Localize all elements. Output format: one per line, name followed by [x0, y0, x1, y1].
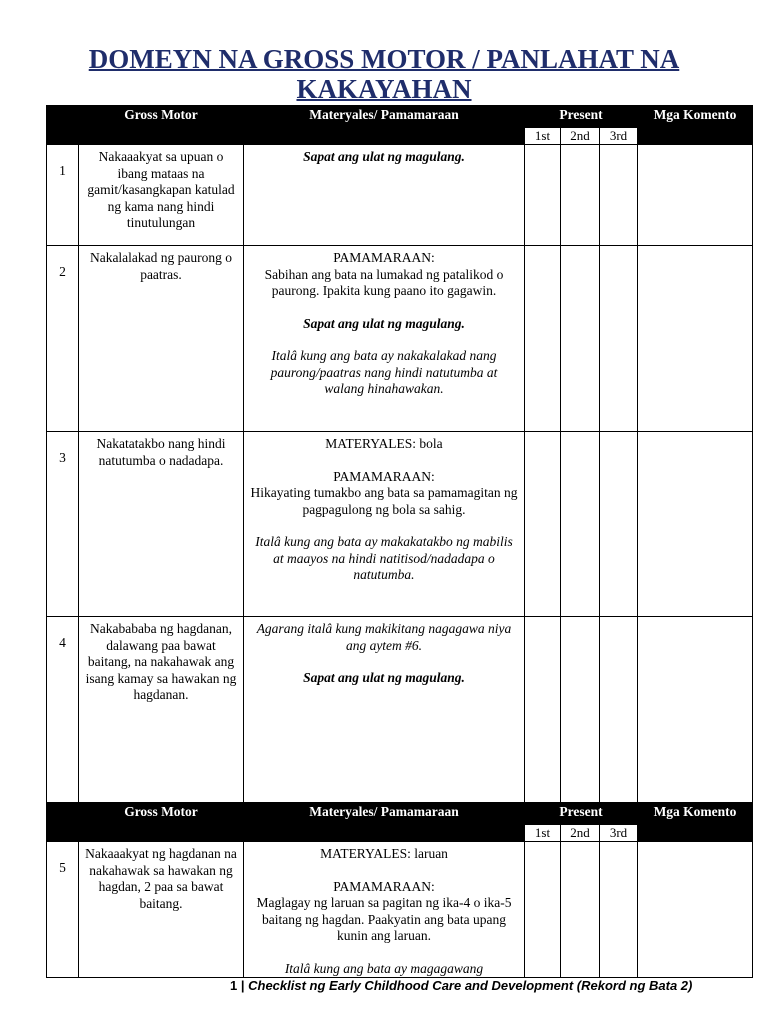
materials-method: [244, 842, 525, 978]
present-1st-cell[interactable]: [525, 842, 561, 978]
present-3rd-cell[interactable]: [600, 842, 638, 978]
table-subheader-row: [47, 825, 753, 842]
materials-method: [244, 246, 525, 432]
table-header-row: [47, 803, 753, 825]
method-paragraph: Hikayating tumakbo ang bata sa pamamagitan ng pagpagulong ng bola sa sahig.: [250, 485, 518, 517]
skill-description: Nakatatakbo nang hindi natutumba o nadadapa.: [79, 432, 244, 617]
method-paragraph: PAMAMARAAN:: [333, 250, 435, 265]
method-paragraph: Sabihan ang bata na lumakad ng patalikod o paurong. Ipakita kung paano ito gagawin.: [264, 266, 504, 298]
header-materials-method: Materyales/ Pamamaraan: [244, 803, 525, 825]
comments-cell[interactable]: [638, 842, 753, 978]
method-paragraph: MATERYALES: bola: [325, 436, 443, 451]
header-present: Present: [525, 803, 638, 825]
header-number-cell: [47, 106, 79, 128]
present-2nd-cell[interactable]: [561, 432, 600, 617]
materials-method: [244, 145, 525, 246]
page-title: [0, 44, 768, 104]
page-title-line2: KAKAYAHAN: [296, 74, 472, 104]
header-materials-method: Materyales/ Pamamaraan: [244, 106, 525, 128]
subheader-2nd: 2nd: [561, 128, 600, 145]
row-number: 2: [47, 246, 79, 432]
skill-description: Nakabababa ng hagdanan, dalawang paa bawat baitang, na nakahawak ang isang kamay sa hawakan ng hagdanan.: [79, 617, 244, 803]
skill-description: Nakaaakyat sa upuan o ibang mataas na gamit/kasangkapan katulad ng kama nang hindi tinutulungan: [79, 145, 244, 246]
subheader-1st: 1st: [525, 128, 561, 145]
method-paragraph: Sapat ang ulat ng magulang.: [303, 315, 465, 331]
table-row: [47, 842, 753, 978]
present-1st-cell[interactable]: [525, 432, 561, 617]
checklist-table-1: [46, 105, 753, 803]
header-comments: Mga Komento: [638, 803, 753, 825]
table-row: [47, 145, 753, 246]
method-paragraph: Italâ kung ang bata ay nakakalakad nang paurong/paatras nang hindi natutumba at walang hinahawakan.: [270, 348, 498, 396]
skill-description: Nakaaakyat ng hagdanan na nakahawak sa hawakan ng hagdan, 2 paa sa bawat baitang.: [79, 842, 244, 978]
present-3rd-cell[interactable]: [600, 432, 638, 617]
footer-separator: |: [237, 978, 249, 993]
subheader-2nd: 2nd: [561, 825, 600, 842]
row-number: 5: [47, 842, 79, 978]
method-paragraph: Italâ kung ang bata ay makakatakbo ng mabilis at maayos na hindi natitisod/nadadapa o natutumba.: [255, 534, 513, 582]
row-number: 3: [47, 432, 79, 617]
materials-method: [244, 432, 525, 617]
footer-text: Checklist ng Early Childhood Care and Development (Rekord ng Bata 2): [248, 978, 693, 993]
table-row: [47, 246, 753, 432]
method-paragraph: PAMAMARAAN:: [333, 468, 435, 484]
header-present: Present: [525, 106, 638, 128]
header-comments: Mga Komento: [638, 106, 753, 128]
present-2nd-cell[interactable]: [561, 246, 600, 432]
present-2nd-cell[interactable]: [561, 145, 600, 246]
comments-cell[interactable]: [638, 617, 753, 803]
comments-cell[interactable]: [638, 145, 753, 246]
subheader-1st: 1st: [525, 825, 561, 842]
method-paragraph: Italâ kung ang bata ay magagawang: [284, 960, 484, 976]
present-3rd-cell[interactable]: [600, 145, 638, 246]
method-paragraph: PAMAMARAAN:: [333, 878, 435, 894]
subheader-3rd: 3rd: [600, 128, 638, 145]
header-gross-motor: Gross Motor: [79, 803, 244, 825]
method-paragraph: Maglagay ng laruan sa pagitan ng ika-4 o ika-5 baitang ng hagdan. Paakyatin ang bata upang kunin ang laruan.: [256, 895, 512, 943]
checklist-table-2: [46, 802, 753, 978]
present-3rd-cell[interactable]: [600, 246, 638, 432]
page-footer: [230, 978, 692, 993]
page-number: 1: [230, 978, 238, 993]
materials-method: [244, 617, 525, 803]
table-row: [47, 617, 753, 803]
comments-cell[interactable]: [638, 246, 753, 432]
page-title-line1: DOMEYN NA GROSS MOTOR / PANLAHAT NA: [88, 44, 680, 74]
method-paragraph: Sapat ang ulat ng magulang.: [303, 670, 465, 685]
row-number: 4: [47, 617, 79, 803]
present-1st-cell[interactable]: [525, 246, 561, 432]
method-paragraph: Agarang italâ kung makikitang nagagawa niya ang aytem #6.: [256, 621, 512, 653]
present-1st-cell[interactable]: [525, 617, 561, 803]
present-3rd-cell[interactable]: [600, 617, 638, 803]
present-2nd-cell[interactable]: [561, 617, 600, 803]
table-header-row: [47, 106, 753, 128]
header-gross-motor: Gross Motor: [79, 106, 244, 128]
table-subheader-row: [47, 128, 753, 145]
present-2nd-cell[interactable]: [561, 842, 600, 978]
subheader-3rd: 3rd: [600, 825, 638, 842]
present-1st-cell[interactable]: [525, 145, 561, 246]
comments-cell[interactable]: [638, 432, 753, 617]
table-row: [47, 432, 753, 617]
method-paragraph: Sapat ang ulat ng magulang.: [303, 149, 465, 164]
skill-description: Nakalalakad ng paurong o paatras.: [79, 246, 244, 432]
method-paragraph: MATERYALES: laruan: [320, 846, 448, 861]
row-number: 1: [47, 145, 79, 246]
header-number-cell: [47, 803, 79, 825]
